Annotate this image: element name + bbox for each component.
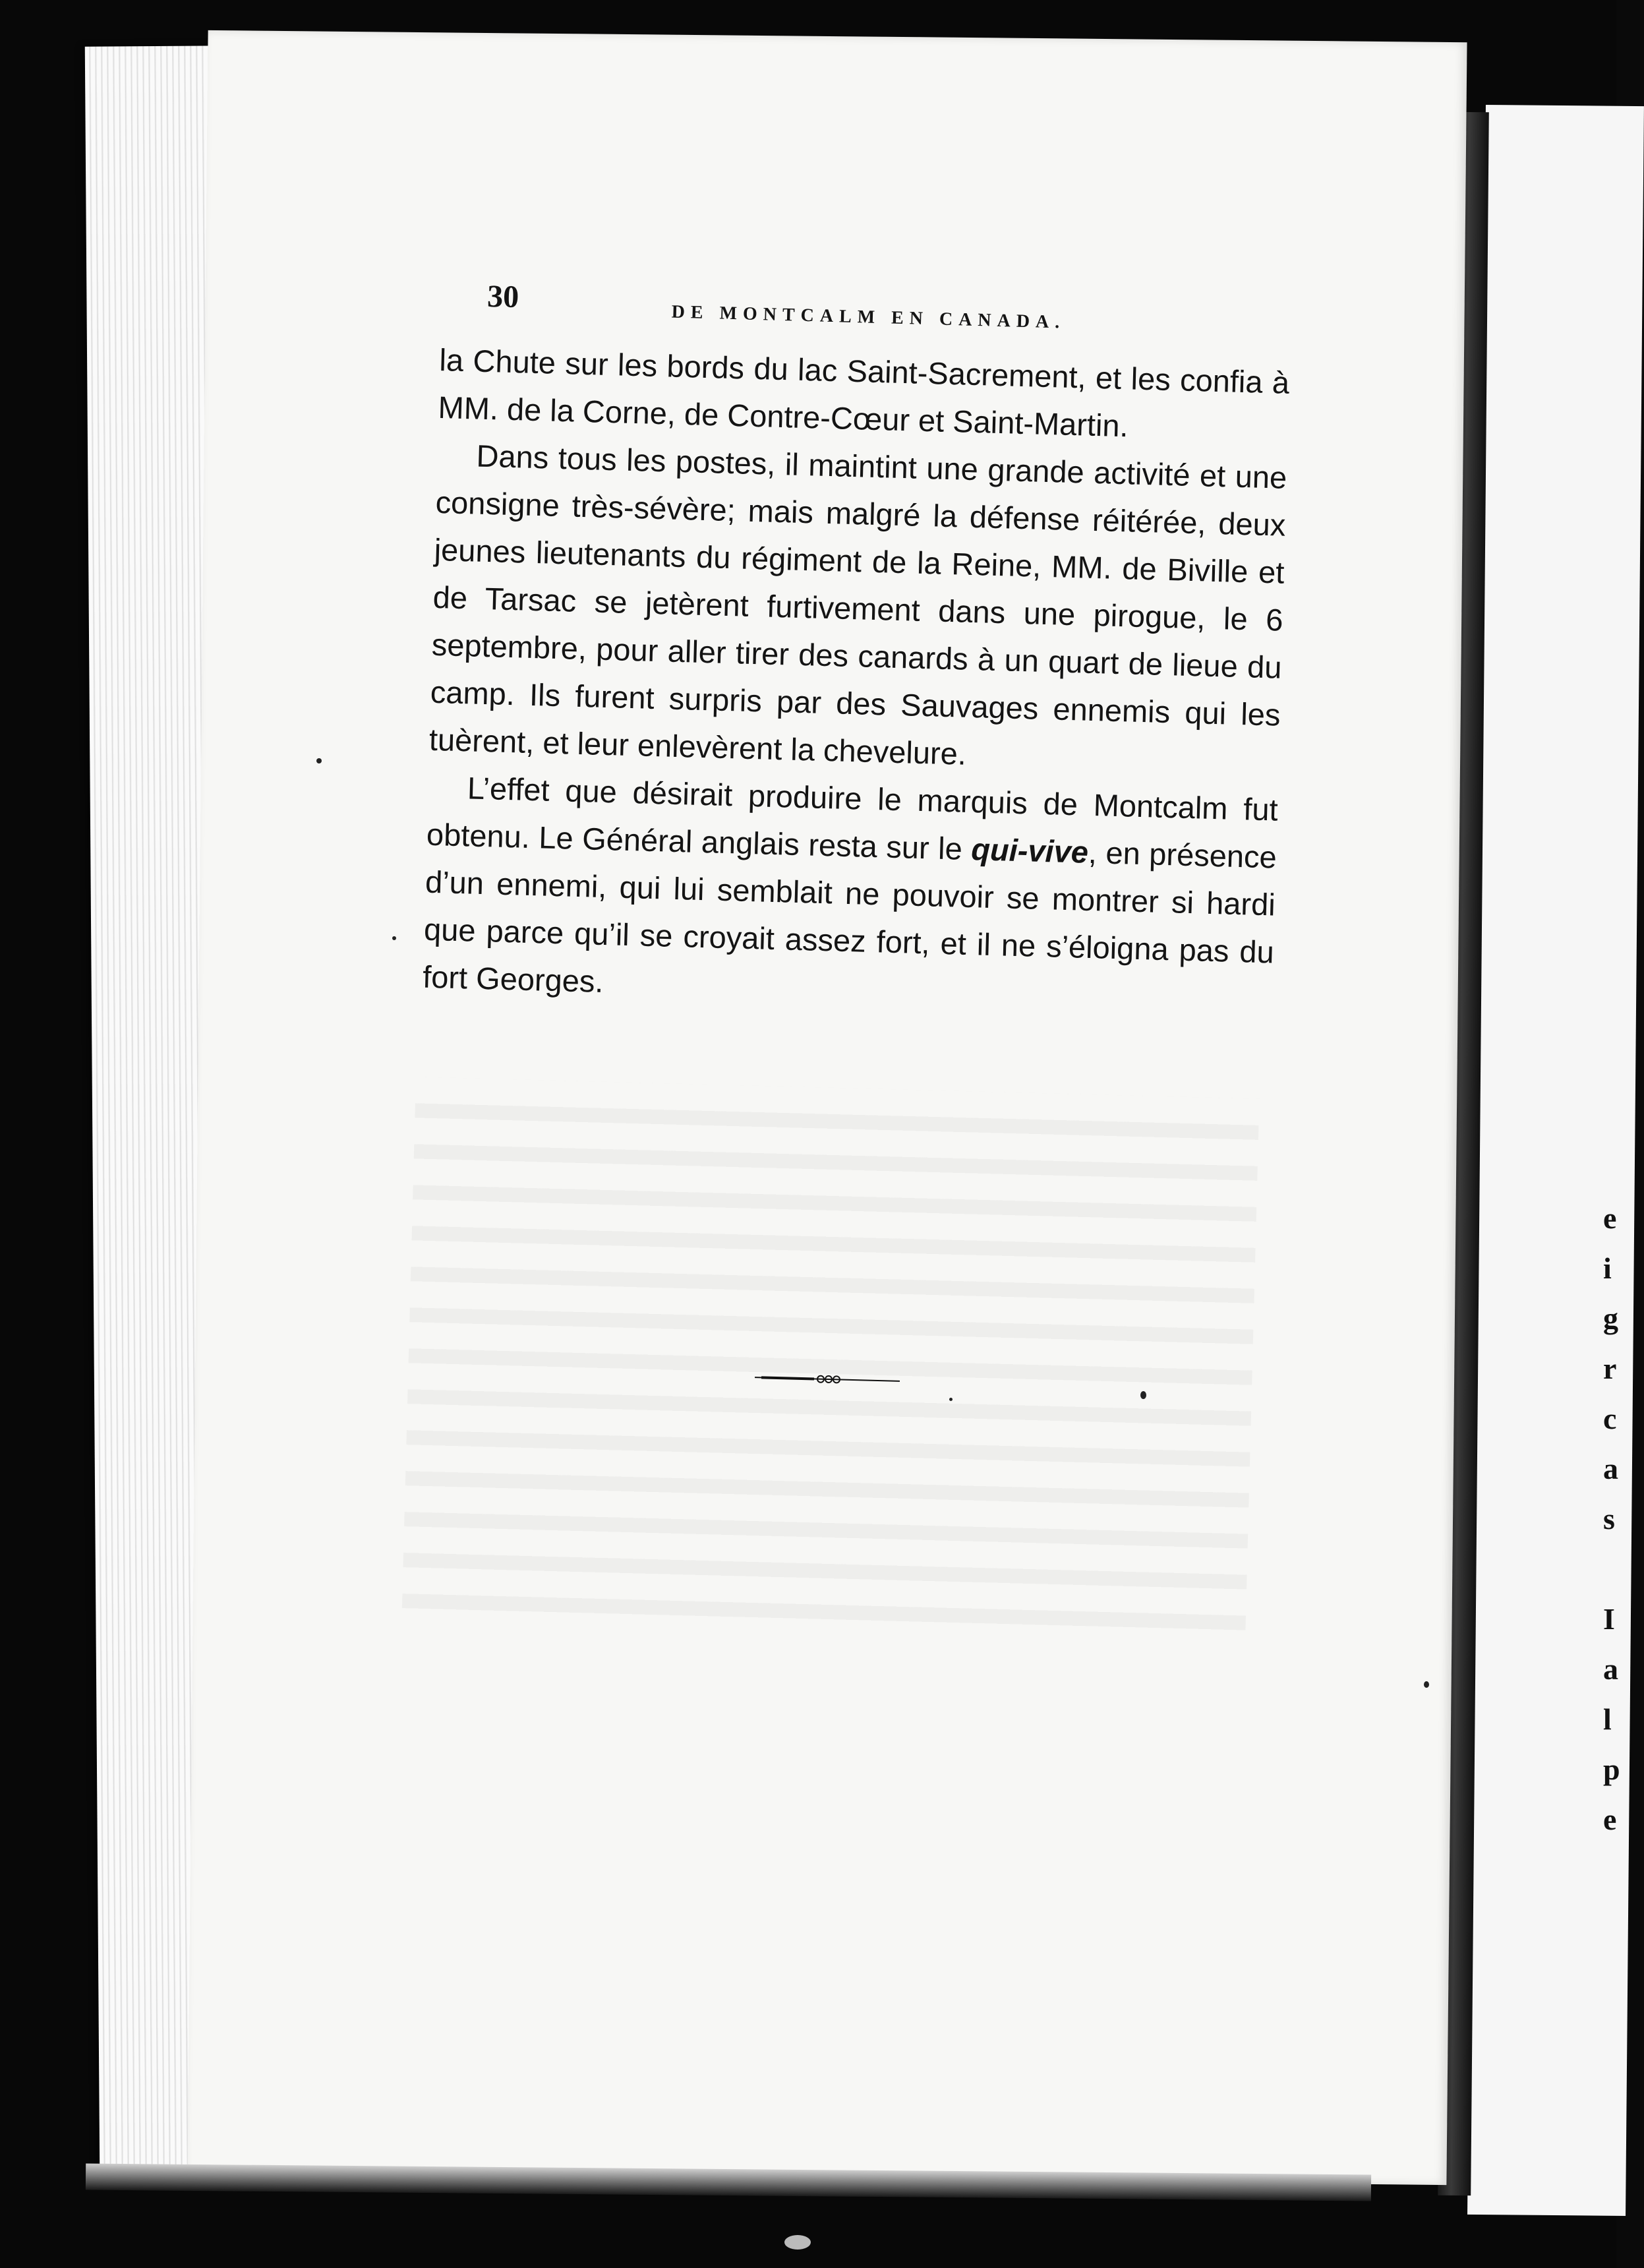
facing-page-letter: a	[1603, 1652, 1618, 1686]
paragraph-2: Dans tous les postes, il maintint une grande activité et une consigne très-sévère; mais malgré la défense réitérée, deux jeunes lieutenants du régiment de la Reine, MM. de Biville et de Tarsac se jetèrent furtivement dans une pirogue, le 6 septembre, pour aller tirer des canards à un quart de lieue du camp. Ils furent surpris par des Sauvages ennemis qui les tuèrent, et leur enlevèrent la chevelure.	[428, 438, 1287, 771]
facing-page-letter: e	[1603, 1201, 1617, 1235]
ink-speck	[949, 1398, 953, 1401]
facing-page-letter: r	[1603, 1352, 1617, 1385]
emphasis-qui-vive: qui-vive	[970, 831, 1089, 870]
ink-speck	[316, 758, 322, 763]
facing-page-letters	[1603, 1193, 1623, 1845]
facing-page-letter: p	[1603, 1752, 1620, 1786]
running-title: DE MONTCALM EN CANADA.	[671, 301, 1066, 333]
facing-page-letter: e	[1603, 1803, 1617, 1836]
facing-page-letter: s	[1603, 1502, 1615, 1536]
ink-speck	[1140, 1391, 1146, 1399]
bleed-through-text	[401, 1077, 1259, 1639]
facing-page-letter: c	[1603, 1402, 1617, 1435]
facing-page-letter: g	[1603, 1301, 1618, 1335]
page-text-block	[422, 277, 1291, 1023]
facing-page-letter	[1603, 1544, 1623, 1594]
ink-speck	[784, 2235, 811, 2250]
paragraph-1: la Chute sur les bords du lac Saint-Sacrement, et les confia à MM. de la Corne, de Contre-Cœur et Saint-Martin.	[437, 342, 1290, 444]
body-text	[422, 336, 1290, 1024]
facing-page-letter: l	[1603, 1702, 1612, 1736]
ink-speck	[392, 936, 396, 940]
facing-page-letter: i	[1603, 1251, 1612, 1285]
facing-page-letter: I	[1603, 1602, 1615, 1636]
facing-page-letter: a	[1603, 1452, 1618, 1485]
paragraph-3	[422, 763, 1278, 1024]
ink-speck	[1424, 1681, 1429, 1688]
page-number: 30	[486, 278, 519, 315]
facing-page	[1467, 105, 1644, 2216]
paragraph-3-start: L’effet que désirait produire le marquis de Montcalm fut obtenu. Le Général anglais resta sur le	[426, 770, 1279, 867]
paragraph-3-end: , en présence d’un ennemi, qui lui semblait ne pouvoir se montrer si hardi que parce qu’il se croyait assez fort, et il ne s’éloigna pas du fort Georges.	[422, 834, 1277, 1000]
